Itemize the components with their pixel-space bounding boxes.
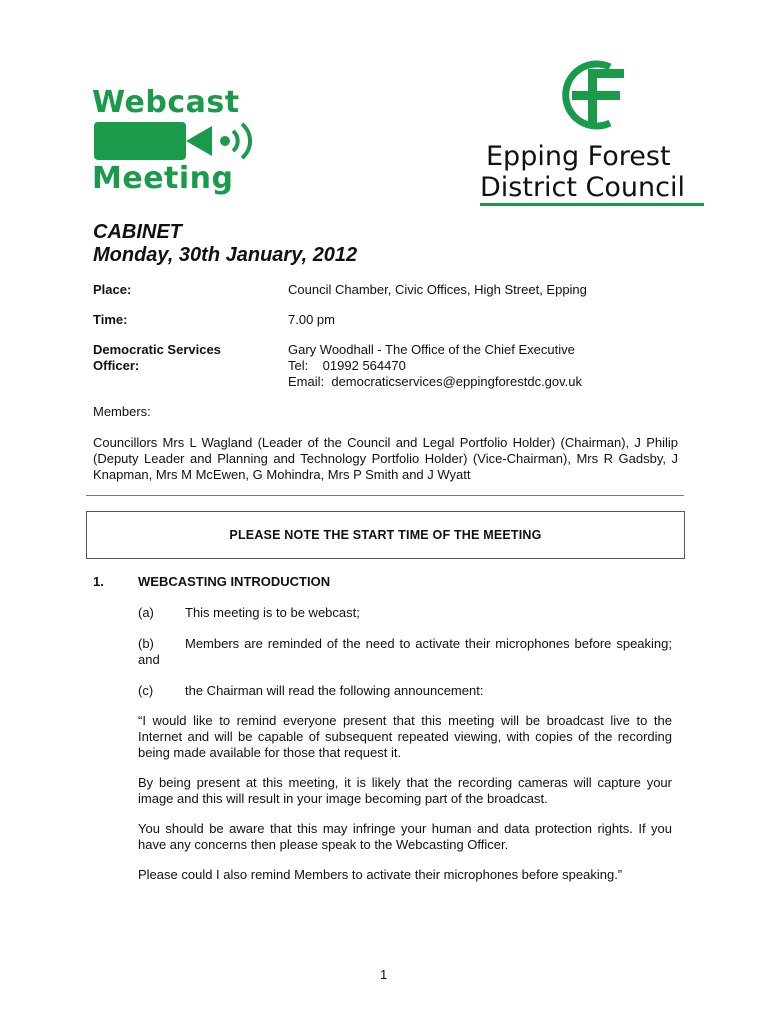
- council-logo-line2: District Council: [480, 172, 686, 203]
- officer-label-line1: Democratic Services: [93, 342, 221, 357]
- page-number: 1: [380, 967, 388, 982]
- officer-name: Gary Woodhall - The Office of the Chief Executive: [288, 342, 575, 357]
- divider: [86, 495, 684, 496]
- webcast-logo-line1: Webcast: [92, 85, 240, 120]
- start-time-notice-text: PLEASE NOTE THE START TIME OF THE MEETING: [229, 528, 542, 542]
- members-list: Councillors Mrs L Wagland (Leader of the Council and Legal Portfolio Holder) (Chairman), J Philip (Deputy Leader and Planning and Technology Portfolio Holder) (Vice-Chairman), Mrs R Gadsby, J Knapman, Mrs M McEwen, G Mohindra, Mrs P Smith and J Wyatt: [93, 435, 678, 482]
- start-time-notice: [86, 511, 685, 559]
- item-b-label: (b): [138, 636, 154, 651]
- webcast-logo-line2: Meeting: [92, 161, 234, 196]
- members-label: Members:: [93, 404, 151, 419]
- announcement-paragraph-1: “I would like to remind everyone present that this meeting will be broadcast live to the Internet and will be capable of subsequent repeated viewing, with copies of the recording being made available for those that request it.: [138, 713, 672, 760]
- item-c-text: the Chairman will read the following announcement:: [185, 683, 484, 698]
- place-label: Place:: [93, 282, 132, 297]
- item-a-label: (a): [138, 605, 154, 620]
- item-number: 1.: [93, 574, 104, 589]
- council-logo-line1: Epping Forest: [486, 141, 671, 172]
- item-a-text: This meeting is to be webcast;: [185, 605, 360, 620]
- announcement-paragraph-4: Please could I also remind Members to activate their microphones before speaking.”: [138, 867, 623, 882]
- meeting-title: CABINET: [93, 221, 182, 243]
- officer-email: Email: democraticservices@eppingforestdc.gov.uk: [288, 374, 583, 389]
- webcast-logo: [92, 85, 262, 196]
- announcement-paragraph-2: By being present at this meeting, it is likely that the recording cameras will capture your image and this will result in your image becoming part of the broadcast.: [138, 775, 672, 806]
- video-camera-broadcast-icon: [92, 120, 262, 162]
- item-b-text: Members are reminded of the need to activate their microphones before speaking; and: [138, 636, 672, 667]
- item-heading: WEBCASTING INTRODUCTION: [138, 574, 331, 589]
- council-logo: [478, 55, 706, 210]
- place-value: Council Chamber, Civic Offices, High Street, Epping: [288, 282, 587, 297]
- ef-monogram-icon: [554, 55, 634, 135]
- officer-label-line2: Officer:: [93, 358, 140, 373]
- officer-tel: Tel: 01992 564470: [288, 358, 406, 373]
- announcement-paragraph-3: You should be aware that this may infringe your human and data protection rights. If you have any concerns then please speak to the Webcasting Officer.: [138, 821, 672, 852]
- time-value: 7.00 pm: [288, 312, 335, 327]
- item-b-paragraph: [138, 636, 672, 668]
- time-label: Time:: [93, 312, 128, 327]
- item-c-label: (c): [138, 683, 154, 698]
- council-logo-underline: [480, 203, 704, 206]
- meeting-date: Monday, 30th January, 2012: [93, 244, 358, 266]
